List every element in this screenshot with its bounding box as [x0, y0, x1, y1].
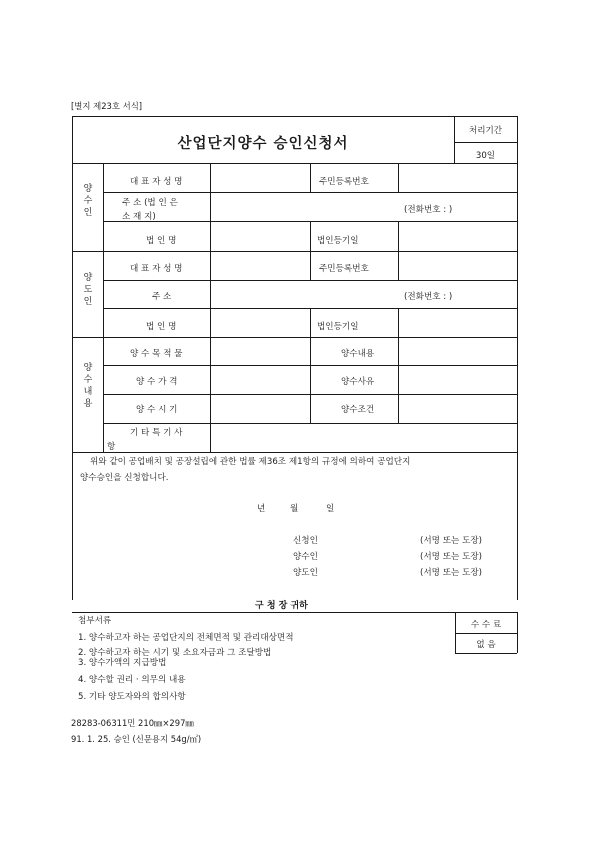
footer-line-2: 91. 1. 25. 승인 (신문용지 54g/㎡) [71, 734, 202, 744]
transfer-purpose-label: 양 수 목 적 물 [130, 349, 183, 359]
transferor-corp-reg-label: 법인등기일 [317, 322, 359, 332]
transferee-rrn-label: 주민등록번호 [319, 177, 369, 187]
transferor-rep-name-label: 대 표 자 성 명 [130, 264, 183, 274]
frame-right [517, 116, 518, 600]
transfer-others-field[interactable] [212, 426, 515, 449]
transferor-corp-name-label: 법 인 명 [146, 322, 177, 332]
transferee-r3-div2 [310, 221, 311, 251]
attachment-item-4: 4. 양수할 권리 · 의무의 내용 [78, 675, 186, 685]
frame-left [72, 116, 73, 600]
transfer-col-div2 [310, 337, 311, 423]
attachment-item-3: 3. 양수가액의 지급방법 [78, 658, 167, 668]
footer-line-1: 28283-06311민 210㎜×297㎜ [71, 718, 194, 728]
transferor-row1-bottom [103, 280, 517, 281]
attachments-title: 첨부서류 [78, 616, 112, 626]
transfer-reason-field[interactable] [400, 368, 515, 391]
transferee-corp-reg-label: 법인등기일 [317, 236, 359, 246]
fee-label: 수 수 료 [470, 620, 502, 630]
date-month: 월 [290, 504, 299, 514]
transferee-section-bottom [72, 251, 518, 252]
fee-box-right [517, 612, 518, 653]
transfer-char-3: 내 [83, 387, 93, 397]
transfer-others-label-1: 기 타 특 기 사 [130, 428, 183, 438]
transfer-conditions-label: 양수조건 [341, 405, 375, 415]
transfer-char-4: 용 [83, 399, 93, 409]
transferee-rep-name-label: 대 표 자 성 명 [130, 177, 183, 187]
form-title: 산업단지양수 승인신청서 [177, 136, 349, 152]
processing-value: 30일 [475, 151, 496, 161]
attachments-top [72, 612, 518, 613]
transferor-r3-div1 [210, 308, 211, 337]
fee-value: 없 음 [476, 640, 496, 650]
transfer-row2-bottom [103, 394, 517, 395]
transferor-section-label [80, 272, 96, 308]
transferor-rrn-field[interactable] [400, 254, 515, 278]
signer-sign-applicant: (서명 또는 도장) [420, 536, 482, 546]
transfer-row1-bottom [103, 365, 517, 366]
title-bottom [72, 163, 518, 164]
attachment-item-2: 2. 양수하고자 하는 시기 및 소요자금과 그 조달방법 [78, 648, 272, 658]
transferor-rrn-label: 주민등록번호 [319, 264, 369, 274]
transfer-row3-bottom [103, 423, 517, 424]
transferee-r1-div2 [310, 163, 311, 192]
transfer-content-label: 양수내용 [341, 349, 375, 359]
transferor-address-label: 주 소 [152, 292, 172, 302]
attachment-item-5: 5. 기타 양도자와의 합의사항 [78, 692, 186, 702]
attachment-item-2-clip [72, 646, 452, 658]
processing-split [454, 142, 517, 143]
transfer-price-field[interactable] [212, 368, 308, 391]
transferor-corp-reg-field[interactable] [400, 311, 515, 335]
form-id: [별지 제23호 서식] [71, 101, 143, 111]
transfer-time-field[interactable] [212, 397, 308, 420]
transferee-char-3: 인 [83, 208, 93, 218]
transferor-address-field[interactable] [212, 283, 398, 306]
transferor-r1-div3 [398, 251, 399, 280]
transferee-rep-name-field[interactable] [212, 166, 308, 190]
transferor-phone: (전화번호 : ) [404, 292, 453, 302]
transfer-purpose-field[interactable] [212, 340, 308, 363]
signer-role-transferee: 양수인 [293, 552, 318, 562]
transferee-corp-name-field[interactable] [212, 224, 308, 248]
transferee-row1-bottom [103, 192, 517, 193]
transferor-r3-div3 [398, 308, 399, 337]
transferee-r3-div3 [398, 221, 399, 251]
transferee-address-label-2: 소 재 지) [122, 212, 156, 222]
signer-role-applicant: 신청인 [293, 536, 318, 546]
transferor-r3-div2 [310, 308, 311, 337]
transferee-r1-div1 [210, 163, 211, 192]
transfer-section-bottom [72, 452, 518, 453]
date-day: 일 [326, 504, 335, 514]
transferee-corp-reg-field[interactable] [400, 224, 515, 248]
transferor-char-3: 인 [83, 297, 93, 307]
transferor-char-2: 도 [83, 285, 93, 295]
date-year: 년 [257, 504, 266, 514]
attachment-item-1: 1. 양수하고자 하는 공업단지의 전체면적 및 관리대상면적 [78, 633, 294, 643]
statement-line-1: 위와 같이 공업배치 및 공장설립에 관한 법률 제36조 제1항의 규정에 의하여 공업단지 [90, 457, 411, 467]
transferee-rrn-field[interactable] [400, 166, 515, 190]
frame-top [72, 116, 518, 117]
transferee-address-label-1: 주 소 (법 인 은 [122, 198, 178, 208]
fee-box-split [455, 633, 517, 634]
transfer-time-label: 양 수 시 기 [136, 405, 178, 415]
transferor-rep-name-field[interactable] [212, 254, 308, 278]
transfer-section-label [80, 362, 96, 410]
transferee-section-label [80, 183, 96, 219]
transferee-phone: (전화번호 : ) [404, 205, 453, 215]
transferor-section-bottom [72, 337, 518, 338]
transfer-others-label-2: 항 [107, 442, 116, 452]
addressee: 구 청 장 귀하 [255, 601, 308, 611]
transfer-reason-label: 양수사유 [341, 377, 375, 387]
fee-box-bottom [455, 653, 517, 654]
transferee-r1-div3 [398, 163, 399, 192]
signer-role-transferor: 양도인 [293, 568, 318, 578]
transferee-corp-name-label: 법 인 명 [146, 236, 177, 246]
transfer-content-field[interactable] [400, 340, 515, 363]
signer-sign-transferor: (서명 또는 도장) [420, 568, 482, 578]
transferee-r2-div1 [210, 192, 211, 221]
transferor-r1-div1 [210, 251, 211, 280]
processing-label: 처리기간 [468, 126, 503, 136]
transferee-char-1: 양 [83, 184, 93, 194]
transfer-char-1: 양 [83, 363, 93, 373]
transferor-corp-name-field[interactable] [212, 311, 308, 335]
statement-line-2: 양수승인을 신청합니다. [80, 473, 169, 483]
transferor-char-1: 양 [83, 273, 93, 283]
transferee-char-2: 수 [83, 196, 93, 206]
transfer-price-label: 양 수 가 격 [136, 377, 178, 387]
transfer-conditions-field[interactable] [400, 397, 515, 420]
transferee-address-field[interactable] [212, 195, 398, 219]
transferor-r1-div2 [310, 251, 311, 280]
transfer-col-div3 [398, 337, 399, 423]
transfer-char-2: 수 [83, 375, 93, 385]
signer-sign-transferee: (서명 또는 도장) [420, 552, 482, 562]
transferee-r3-div1 [210, 221, 211, 251]
transferor-r2-div1 [210, 280, 211, 308]
